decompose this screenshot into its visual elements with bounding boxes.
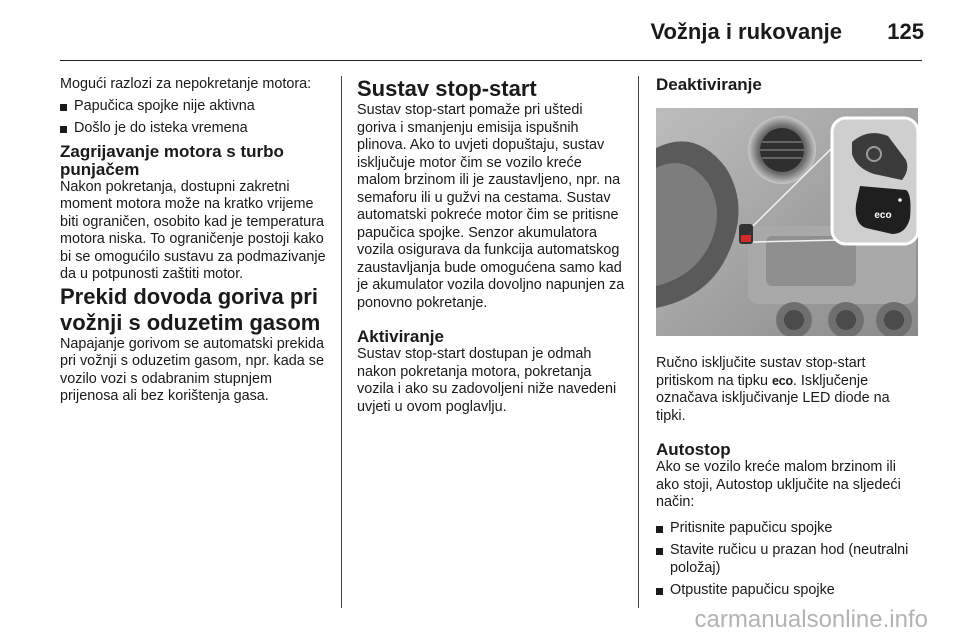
heading-activation: Aktiviranje — [357, 327, 444, 346]
column-divider-2 — [638, 76, 639, 608]
heading-deactivation: Deaktiviranje — [656, 75, 762, 94]
heading-fuel-cutoff: Prekid dovoda goriva pri vožnji s oduzetim gasom — [60, 283, 321, 335]
paragraph-autostop: Ako se vozilo kreće malom brzinom ili ako stoji, Autostop uključite na sljedeći način: — [656, 459, 901, 510]
list-item: Papučica spojke nije aktivna — [60, 98, 328, 116]
paragraph-turbo-warmup: Nakon pokretanja, dostupni zakretni moment motora može na kratko vrijeme biti ograničen, osobito kad je temperatura motora niska. To ograničenje postoji kako bi se omogućilo sustavu za podmazivanje da u potpunosti zaštiti motor. — [60, 178, 326, 282]
eco-key-label: eco — [771, 373, 793, 388]
reasons-list — [60, 98, 328, 138]
paragraph-stop-start: Sustav stop-start pomaže pri uštedi goriva i smanjenju emisija ispušnih plinova. Ako to uvjeti dopuštaju, sustav isključuje motor čim se vozilo kreće malom brzinom ili je zaustavljeno, npr. na semaforu ili u gužvi na cestama. Sustav automatski pokreće motor čim se pritisne papučica spojke. Senzor akumulatora vozila osigurava da funkcija automatskog zaustavljanja bude omogućena samo kad je akumulator vozila dovoljno napunjen za ponovno pokretanje. — [357, 102, 625, 311]
heading-autostop: Autostop — [656, 440, 731, 459]
watermark: carmanualsonline.info — [694, 606, 928, 633]
list-item: Pritisnite papučicu spojke — [656, 520, 922, 538]
column-2 — [357, 76, 625, 416]
list-item: Otpustite papučicu spojke — [656, 582, 922, 600]
page-number: 125 — [887, 19, 924, 44]
column-3 — [656, 76, 922, 605]
column-1 — [60, 76, 328, 406]
dashboard-eco-button-image — [656, 108, 918, 336]
paragraph-deactivation — [656, 355, 922, 425]
intro-text: Mogući razlozi za nepokretanje motora: — [60, 76, 312, 92]
list-item: Došlo je do isteka vremena — [60, 120, 328, 138]
page-header-title: Vožnja i rukovanje — [650, 19, 842, 44]
paragraph-activation: Sustav stop-start dostupan je odmah nakon pokretanja motora, pokretanja vozila i ako su zadovoljeni niže navedeni uvjeti u ovom poglavlju. — [357, 346, 617, 415]
paragraph-fuel-cutoff: Napajanje gorivom se automatski prekida pri vožnji s oduzetim gasom, npr. kada se vozilo vozi s odabranim stupnjem prijenosa ali bez korištenja gasa. — [60, 335, 324, 404]
autostop-steps-list — [656, 520, 922, 600]
column-divider-1 — [341, 76, 342, 608]
header-divider — [60, 60, 922, 61]
eco-button-label: eco — [874, 210, 892, 221]
heading-stop-start: Sustav stop-start — [357, 76, 537, 101]
heading-turbo-warmup: Zagrijavanje motora s turbo punjačem — [60, 141, 284, 179]
deactivation-text-end: . Isključenje označava isključivanje LED diode na tipki. — [656, 372, 890, 424]
deactivation-text-start: Ručno isključite sustav stop-start pritiskom na tipku — [656, 355, 866, 389]
list-item: Stavite ručicu u prazan hod (neutralni položaj) — [656, 542, 922, 577]
